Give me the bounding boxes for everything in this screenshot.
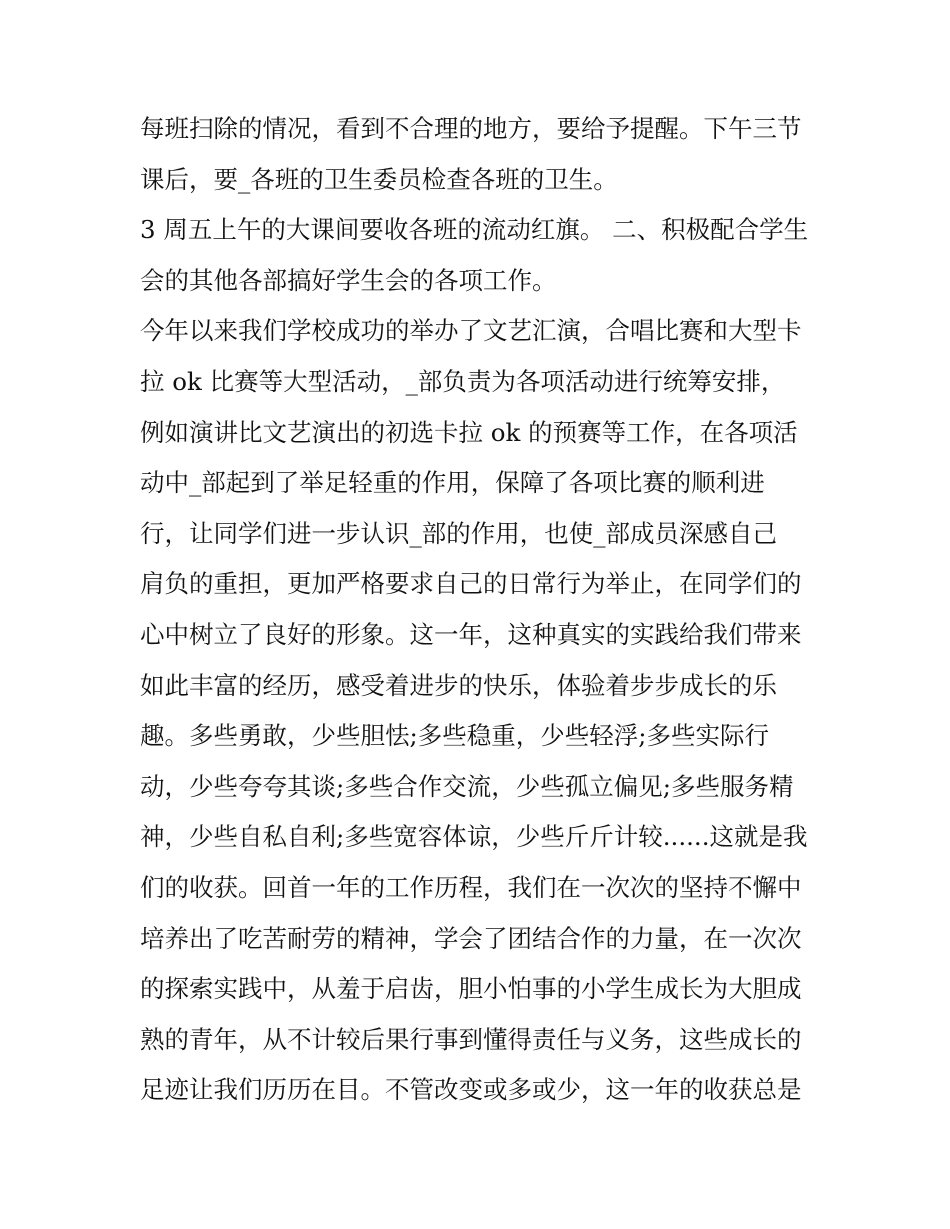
text-line: 培养出了吃苦耐劳的精神，学会了团结合作的力量，在一次次 (140, 923, 802, 953)
text-line: 熟的青年，从不计较后果行事到懂得责任与义务，这些成长的 (140, 1024, 802, 1054)
text-line: 动中_部起到了举足轻重的作用，保障了各项比赛的顺利进 (140, 468, 765, 498)
text-line: 趣。多些勇敢，少些胆怯;多些稳重，少些轻浮;多些实际行 (140, 721, 770, 751)
text-line: 如此丰富的经历，感受着进步的快乐，体验着步步成长的乐 (140, 670, 777, 700)
text-line: 动，少些夸夸其谈;多些合作交流，少些孤立偏见;多些服务精 (140, 771, 794, 801)
text-line: 3 周五上午的大课间要收各班的流动红旗。 二、积极配合学生 (140, 215, 809, 245)
text-line: 行，让同学们进一步认识_部的作用，也使_部成员深感自己 (140, 518, 777, 548)
text-line: 拉 ok 比赛等大型活动，_部负责为各项活动进行统筹安排， (140, 366, 786, 396)
text-line: 每班扫除的情况，看到不合理的地方，要给予提醒。下午三节 (140, 114, 802, 143)
text-line: 神，少些自私自利;多些宽容体谅，少些斤斤计较......这就是我 (140, 822, 808, 852)
text-line: 的探索实践中，从羞于启齿，胆小怕事的小学生成长为大胆成 (140, 974, 802, 1004)
body-text (140, 104, 820, 1116)
text-line: 们的收获。回首一年的工作历程，我们在一次次的坚持不懈中 (140, 872, 802, 902)
text-line: 例如演讲比文艺演出的初选卡拉 ok 的预赛等工作，在各项活 (140, 417, 798, 447)
text-line: 足迹让我们历历在目。不管改变或多或少，这一年的收获总是 (140, 1075, 802, 1105)
text-line: 心中树立了良好的形象。这一年，这种真实的实践给我们带来 (140, 619, 802, 649)
text-line: 会的其他各部搞好学生会的各项工作。 (140, 265, 557, 295)
text-line: 今年以来我们学校成功的举办了文艺汇演，合唱比赛和大型卡 (140, 316, 802, 346)
text-line: 课后，要_各班的卫生委员检查各班的卫生。 (140, 164, 618, 194)
text-line: 肩负的重担，更加严格要求自己的日常行为举止，在同学们的 (140, 569, 802, 599)
